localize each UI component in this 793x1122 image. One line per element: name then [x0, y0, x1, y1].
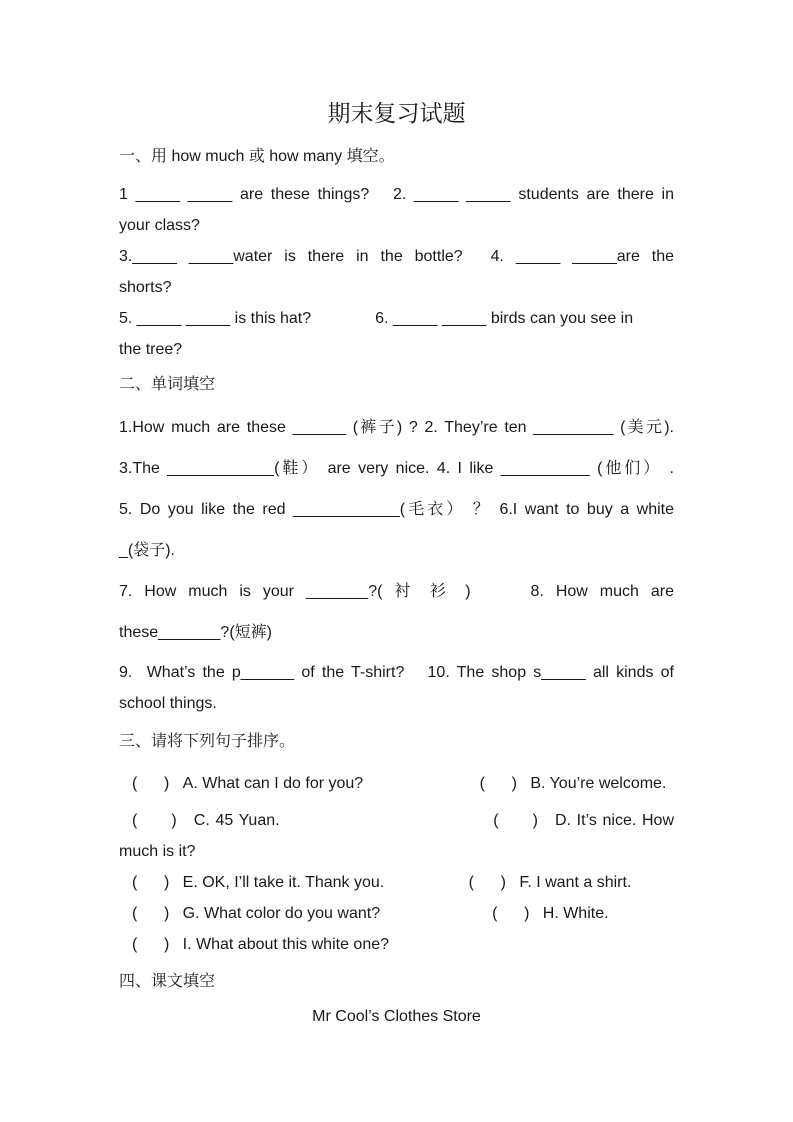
s3-row-g-h: ( ) G. What color do you want? ( ) H. White.: [132, 905, 609, 922]
section4-heading: 四、课文填空: [119, 973, 216, 990]
s2-q5-q6-line: 5. Do you like the red ____________(毛衣） ？ 6.I want to buy a white: [119, 501, 674, 518]
passage-title: Mr Cool’s Clothes Store: [312, 1008, 481, 1025]
s1-q1-q2-line: 1 _____ _____ are these things? 2. _____ _____ students are there in: [119, 186, 674, 203]
s2-q6-continuation: _(袋子).: [119, 542, 176, 559]
s1-q3-q4-line: 3._____ _____water is there in the bottle? 4. _____ _____are the: [119, 248, 674, 265]
s2-q10-continuation: school things.: [119, 695, 217, 712]
s3-row-c-d: ( ) C. 45 Yuan. ( ) D. It’s nice. How much is it?: [119, 812, 674, 860]
page-title: 期末复习试题: [327, 100, 466, 126]
section3-heading: 三、请将下列句子排序。: [119, 733, 296, 750]
s3-row-i: ( ) I. What about this white one?: [132, 936, 390, 953]
s1-q6-continuation: the tree?: [119, 341, 183, 358]
section1-heading: 一、用 how much 或 how many 填空。: [119, 148, 395, 165]
s1-q2-continuation: your class?: [119, 217, 200, 234]
section2-heading: 二、单词填空: [119, 376, 216, 393]
s2-q1-q2-line: 1.How much are these ______ (裤子) ? 2. They’re ten _________ (美元).: [119, 419, 674, 436]
s1-q5-q6-line: 5. _____ _____ is this hat? 6. _____ _____ birds can you see in: [119, 310, 634, 327]
s3-row-a-b: ( ) A. What can I do for you? ( ) B. You’re welcome.: [132, 775, 667, 792]
s2-q3-q4-line: 3.The ____________(鞋） are very nice. 4. I like __________ (他们） .: [119, 460, 674, 477]
s2-q8-continuation: these_______?(短裤): [119, 624, 272, 641]
s1-q4-continuation: shorts?: [119, 279, 172, 296]
s2-q9-q10-line: 9. What’s the p______ of the T-shirt? 10. The shop s_____ all kinds of: [119, 664, 674, 681]
s3-row-e-f: ( ) E. OK, I’ll take it. Thank you. ( ) F. I want a shirt.: [132, 874, 632, 891]
s2-q7-q8-line: 7. How much is your _______?( 衬 衫 ) 8. How much are: [119, 583, 674, 600]
